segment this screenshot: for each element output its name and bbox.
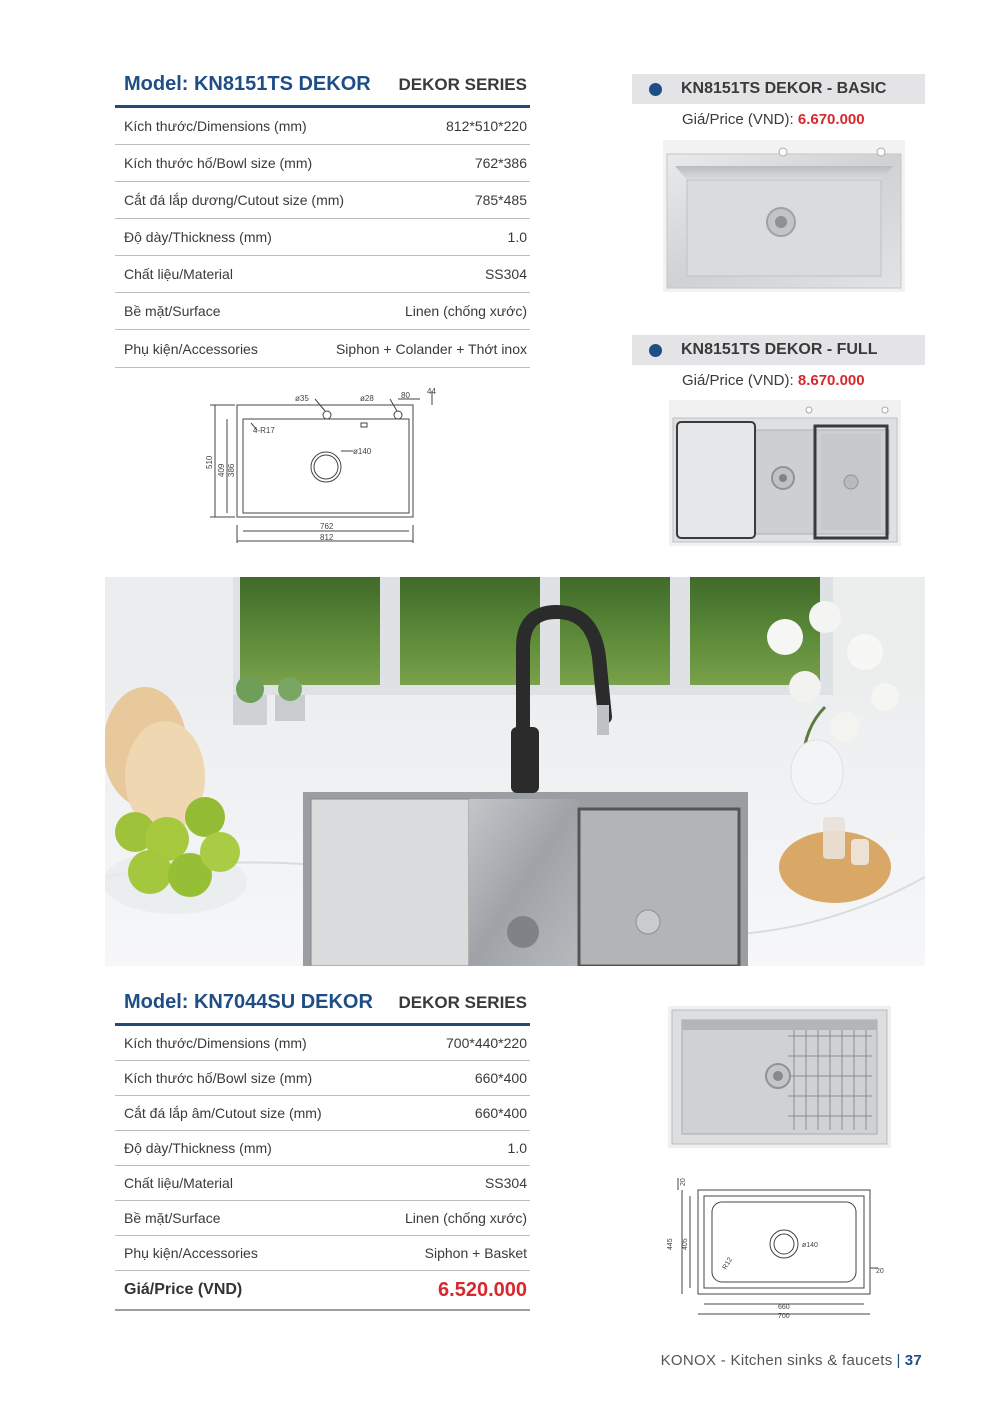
spec-label: Chất liệu/Material xyxy=(124,266,233,282)
spec-value: Siphon + Colander + Thớt inox xyxy=(335,340,527,357)
page-number: 37 xyxy=(904,1352,922,1369)
footer-brand: KONOX - Kitchen sinks & faucets xyxy=(660,1352,893,1369)
dim-label: 405 xyxy=(682,1238,689,1250)
variant-bar xyxy=(632,74,925,104)
spec-value: 1.0 xyxy=(507,229,527,245)
spec-row xyxy=(115,182,530,219)
variant-name: KN8151TS DEKOR - FULL xyxy=(681,341,878,358)
spec-label: Độ dày/Thickness (mm) xyxy=(124,1140,272,1156)
variant-name: KN8151TS DEKOR - BASIC xyxy=(681,80,887,97)
spec-row xyxy=(115,108,530,145)
spec-value: 785*485 xyxy=(474,192,527,208)
variant-bar xyxy=(632,335,925,365)
spec-value: Linen (chống xước) xyxy=(404,1210,527,1226)
spec-value: 762*386 xyxy=(474,155,527,171)
spec-header xyxy=(115,990,530,1026)
spec-row xyxy=(115,1236,530,1271)
variant-price-value: 8.670.000 xyxy=(797,372,865,389)
dim-label: 20 xyxy=(680,1178,687,1186)
dim-label: ø140 xyxy=(802,1242,818,1249)
spec-value: 660*400 xyxy=(474,1070,527,1086)
spec-table-kn7044su xyxy=(115,990,530,1311)
spec-label: Kích thước/Dimensions (mm) xyxy=(124,118,307,134)
spec-value: Siphon + Basket xyxy=(424,1245,527,1261)
spec-label: Chất liệu/Material xyxy=(124,1175,233,1191)
spec-value: SS304 xyxy=(484,1175,527,1191)
spec-value: 700*440*220 xyxy=(446,1035,527,1051)
dim-label: 4-R17 xyxy=(253,426,275,435)
footer-separator: | xyxy=(896,1352,901,1369)
spec-row xyxy=(115,330,530,368)
spec-label: Kích thước hố/Bowl size (mm) xyxy=(124,1070,313,1086)
price-row xyxy=(115,1271,530,1311)
spec-value: Linen (chống xước) xyxy=(404,303,527,319)
dim-label: 510 xyxy=(205,455,214,469)
variant-price-label: Giá/Price (VND): xyxy=(682,111,798,128)
bullet-dot-icon xyxy=(649,83,662,96)
dim-label: ø35 xyxy=(295,394,309,403)
spec-value: SS304 xyxy=(484,266,527,282)
variant-full xyxy=(632,335,925,389)
variant-price-value: 6.670.000 xyxy=(797,111,865,128)
model-title: Model: KN8151TS DEKOR xyxy=(124,73,371,95)
page-footer xyxy=(661,1352,922,1369)
spec-table-kn8151ts xyxy=(115,72,530,368)
dim-label: 660 xyxy=(778,1304,790,1311)
variant-price-label: Giá/Price (VND): xyxy=(682,372,798,389)
dim-label: R12 xyxy=(721,1256,735,1271)
series-label: DEKOR SERIES xyxy=(398,75,527,94)
dim-label: 762 xyxy=(320,522,334,531)
spec-row xyxy=(115,145,530,182)
spec-label: Phụ kiện/Accessories xyxy=(124,340,258,357)
model-title: Model: KN7044SU DEKOR xyxy=(124,991,373,1013)
spec-label: Độ dày/Thickness (mm) xyxy=(124,229,272,245)
technical-drawing-kn8151ts xyxy=(195,385,445,545)
spec-value: 1.0 xyxy=(507,1140,527,1156)
spec-label: Cắt đá lắp âm/Cutout size (mm) xyxy=(124,1105,322,1121)
spec-row xyxy=(115,1201,530,1236)
dim-label: 812 xyxy=(320,533,334,542)
dim-label: 409 xyxy=(217,463,226,477)
dim-label: ø140 xyxy=(353,447,372,456)
spec-row xyxy=(115,219,530,256)
spec-label: Kích thước hố/Bowl size (mm) xyxy=(124,155,313,171)
spec-label: Bề mặt/Surface xyxy=(124,1210,221,1226)
spec-row xyxy=(115,1061,530,1096)
spec-header xyxy=(115,72,530,108)
sink-photo-basic xyxy=(663,140,905,292)
spec-row xyxy=(115,1096,530,1131)
sink-photo-kn7044su xyxy=(668,1006,891,1148)
dim-label: 700 xyxy=(778,1313,790,1320)
dim-label: 20 xyxy=(876,1268,884,1275)
dim-label: 445 xyxy=(667,1238,674,1250)
variant-basic xyxy=(632,74,925,128)
spec-row xyxy=(115,1166,530,1201)
price-label: Giá/Price (VND) xyxy=(124,1281,243,1298)
spec-row xyxy=(115,293,530,330)
variant-price xyxy=(632,111,925,128)
price-value: 6.520.000 xyxy=(438,1278,527,1301)
spec-value: 812*510*220 xyxy=(446,118,527,134)
series-label: DEKOR SERIES xyxy=(398,993,527,1012)
bullet-dot-icon xyxy=(649,344,662,357)
variant-price xyxy=(632,372,925,389)
spec-value: 660*400 xyxy=(474,1105,527,1121)
kitchen-scene-photo xyxy=(105,577,925,966)
dim-label: 44 xyxy=(427,387,436,396)
spec-row xyxy=(115,256,530,293)
dim-label: 80 xyxy=(401,391,410,400)
dim-label: 386 xyxy=(227,463,236,477)
spec-label: Bề mặt/Surface xyxy=(124,303,221,319)
spec-row xyxy=(115,1026,530,1061)
spec-label: Phụ kiện/Accessories xyxy=(124,1245,258,1261)
technical-drawing-kn7044su xyxy=(660,1172,900,1320)
sink-photo-full xyxy=(669,400,901,546)
spec-row xyxy=(115,1131,530,1166)
dim-label: ø28 xyxy=(360,394,374,403)
spec-label: Cắt đá lắp dương/Cutout size (mm) xyxy=(124,192,345,208)
spec-label: Kích thước/Dimensions (mm) xyxy=(124,1035,307,1051)
